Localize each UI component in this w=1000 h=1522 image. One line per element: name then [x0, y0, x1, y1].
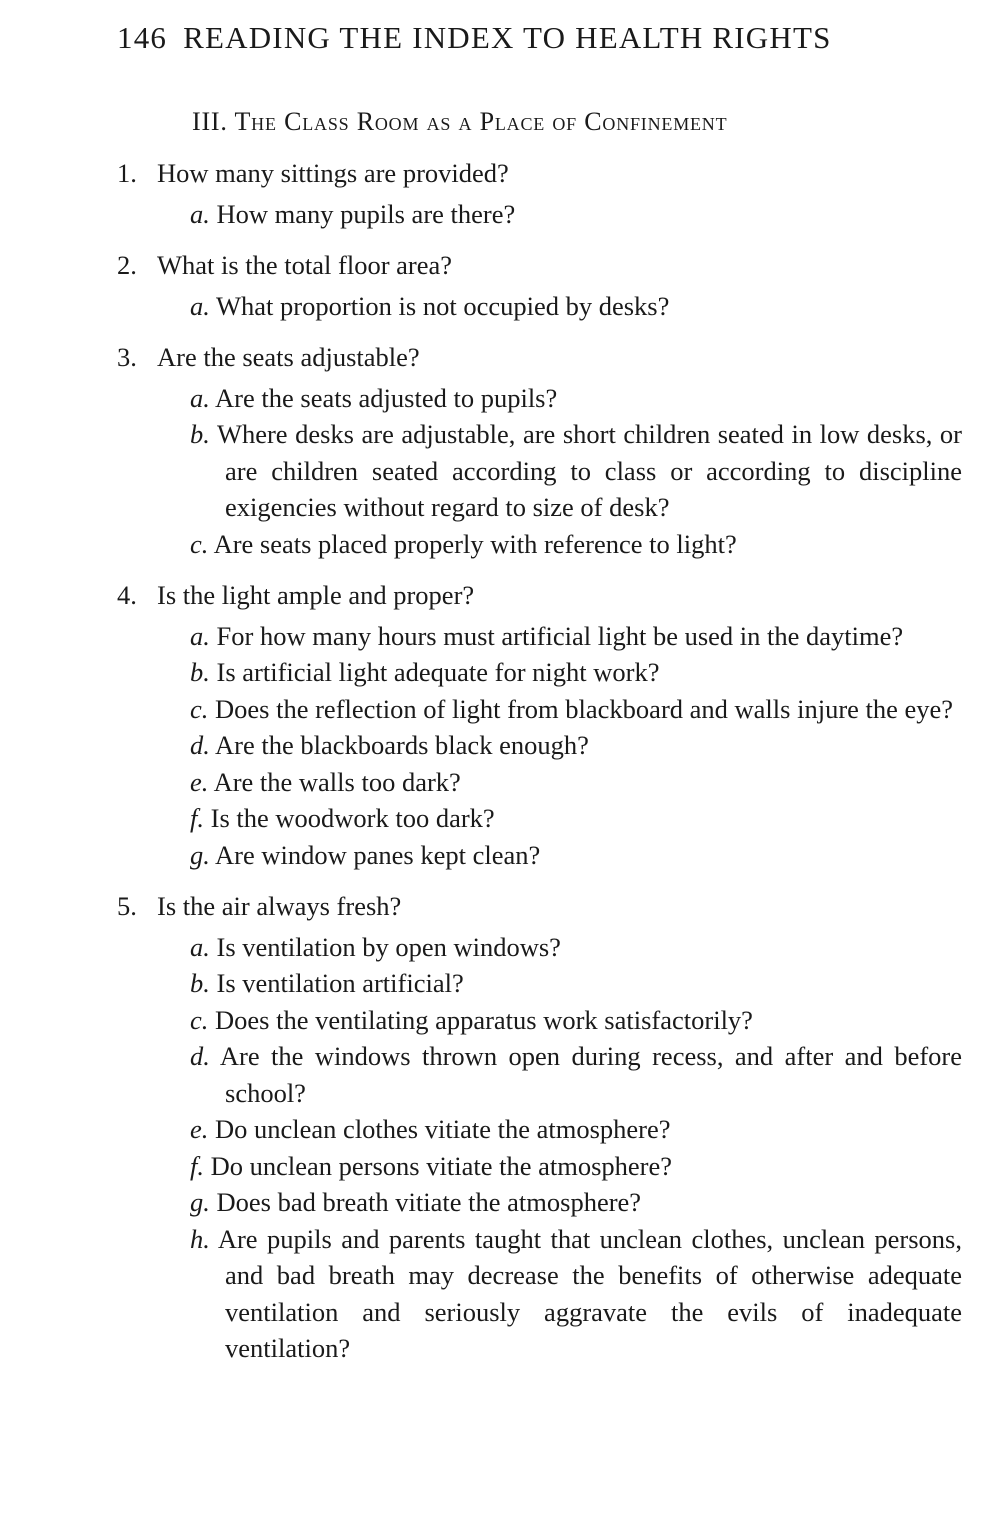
sub-question	[190, 196, 962, 233]
question-4	[117, 577, 962, 873]
question-text: Is the air always fresh?	[157, 891, 402, 921]
question-number: 5.	[117, 891, 137, 921]
sub-question	[190, 965, 962, 1002]
sub-question-list	[117, 929, 962, 1367]
sub-question	[190, 526, 962, 563]
sub-question-letter: g.	[190, 839, 210, 870]
sub-question-text: Is ventilation artificial?	[216, 968, 464, 998]
sub-question-list	[117, 288, 962, 325]
sub-question-letter: d.	[190, 730, 210, 760]
sub-question-text: Are the windows thrown open during recess, and after and before school?	[219, 1041, 962, 1108]
sub-question	[190, 800, 962, 837]
sub-question-letter: e.	[190, 766, 209, 797]
sub-question-letter: e.	[190, 1114, 209, 1144]
sub-question-list	[117, 196, 962, 233]
sub-question	[190, 618, 962, 655]
question-number: 2.	[117, 250, 137, 280]
question-text: Is the light ample and proper?	[157, 580, 475, 610]
sub-question-letter: c.	[190, 1004, 209, 1035]
sub-question	[190, 1038, 962, 1111]
sub-question-list	[117, 618, 962, 874]
sub-question	[190, 1111, 962, 1148]
sub-question-text: Where desks are adjustable, are short children seated in low desks, or are children seated according to class or according to discipline exigencies without regard to size of desk?	[216, 419, 962, 522]
sub-question	[190, 380, 962, 417]
question-text: Are the seats adjustable?	[157, 342, 420, 372]
sub-question	[190, 764, 962, 801]
sub-question-letter: a.	[190, 198, 210, 229]
sub-question-text: Are pupils and parents taught that unclean clothes, unclean persons, and bad breath may decrease the benefits of otherwise adequate ventilation and seriously aggravate the evils of inadequate ventilation?	[217, 1223, 962, 1363]
question-3	[117, 339, 962, 562]
sub-question-letter: c.	[190, 693, 209, 724]
sub-question-text: Does the reflection of light from blackboard and walls injure the eye?	[215, 693, 954, 724]
question-5	[117, 888, 962, 1367]
question-number: 3.	[117, 342, 137, 372]
sub-question-letter: b.	[190, 968, 210, 998]
section-heading: III. The Class Room as a Place of Confinement	[192, 107, 728, 136]
question-text: How many sittings are provided?	[157, 158, 509, 188]
sub-question-text: Does bad breath vitiate the atmosphere?	[216, 1187, 642, 1217]
sub-question-text: Is ventilation by open windows?	[216, 931, 561, 962]
sub-question-text: Is artificial light adequate for night work?	[216, 657, 660, 687]
sub-question-letter: d.	[190, 1041, 210, 1071]
question-line	[117, 155, 962, 192]
question-line	[117, 339, 962, 376]
question-line	[117, 577, 962, 614]
page-number: 146	[117, 20, 168, 55]
question-2	[117, 247, 962, 324]
sub-question-letter: f.	[190, 1150, 204, 1181]
sub-question	[190, 1148, 962, 1185]
sub-question-text: Does the ventilating apparatus work satisfactorily?	[215, 1004, 753, 1035]
sub-question-text: Is the woodwork too dark?	[210, 803, 495, 833]
question-text: What is the total floor area?	[157, 250, 453, 280]
sub-question-letter: a.	[190, 290, 210, 321]
sub-question-text: Are the seats adjusted to pupils?	[215, 382, 558, 413]
sub-question-text: Are the walls too dark?	[213, 766, 461, 797]
sub-question-list	[117, 380, 962, 563]
sub-question-text: For how many hours must artificial light be used in the daytime?	[216, 620, 904, 651]
sub-question-letter: b.	[190, 657, 210, 687]
sub-question	[190, 416, 962, 526]
sub-question-text: How many pupils are there?	[216, 198, 516, 229]
sub-question-letter: a.	[190, 931, 210, 962]
question-list	[117, 155, 962, 1382]
sub-question-text: What proportion is not occupied by desks?	[216, 290, 670, 321]
sub-question	[190, 1002, 962, 1039]
sub-question-letter: f.	[190, 803, 204, 833]
question-number: 1.	[117, 158, 137, 188]
sub-question	[190, 727, 962, 764]
sub-question	[190, 691, 962, 728]
sub-question-text: Do unclean clothes vitiate the atmosphere?	[215, 1114, 671, 1144]
question-line	[117, 247, 962, 284]
running-head	[117, 20, 897, 56]
running-title: READING THE INDEX TO HEALTH RIGHTS	[183, 20, 832, 55]
sub-question	[190, 929, 962, 966]
sub-question-text: Do unclean persons vitiate the atmosphere?	[210, 1150, 673, 1181]
sub-question-text: Are the blackboards black enough?	[215, 730, 589, 760]
question-number: 4.	[117, 580, 137, 610]
sub-question	[190, 288, 962, 325]
sub-question-letter: a.	[190, 382, 210, 413]
sub-question-text: Are window panes kept clean?	[215, 839, 541, 870]
sub-question	[190, 1221, 962, 1367]
sub-question-text: Are seats placed properly with reference to light?	[213, 528, 737, 559]
sub-question	[190, 1184, 962, 1221]
sub-question	[190, 654, 962, 691]
question-line	[117, 888, 962, 925]
sub-question-letter: c.	[190, 528, 209, 559]
sub-question-letter: g.	[190, 1187, 210, 1217]
sub-question-letter: a.	[190, 620, 210, 651]
sub-question-letter: b.	[190, 419, 210, 449]
sub-question	[190, 837, 962, 874]
sub-question-letter: h.	[190, 1223, 210, 1254]
question-1	[117, 155, 962, 232]
